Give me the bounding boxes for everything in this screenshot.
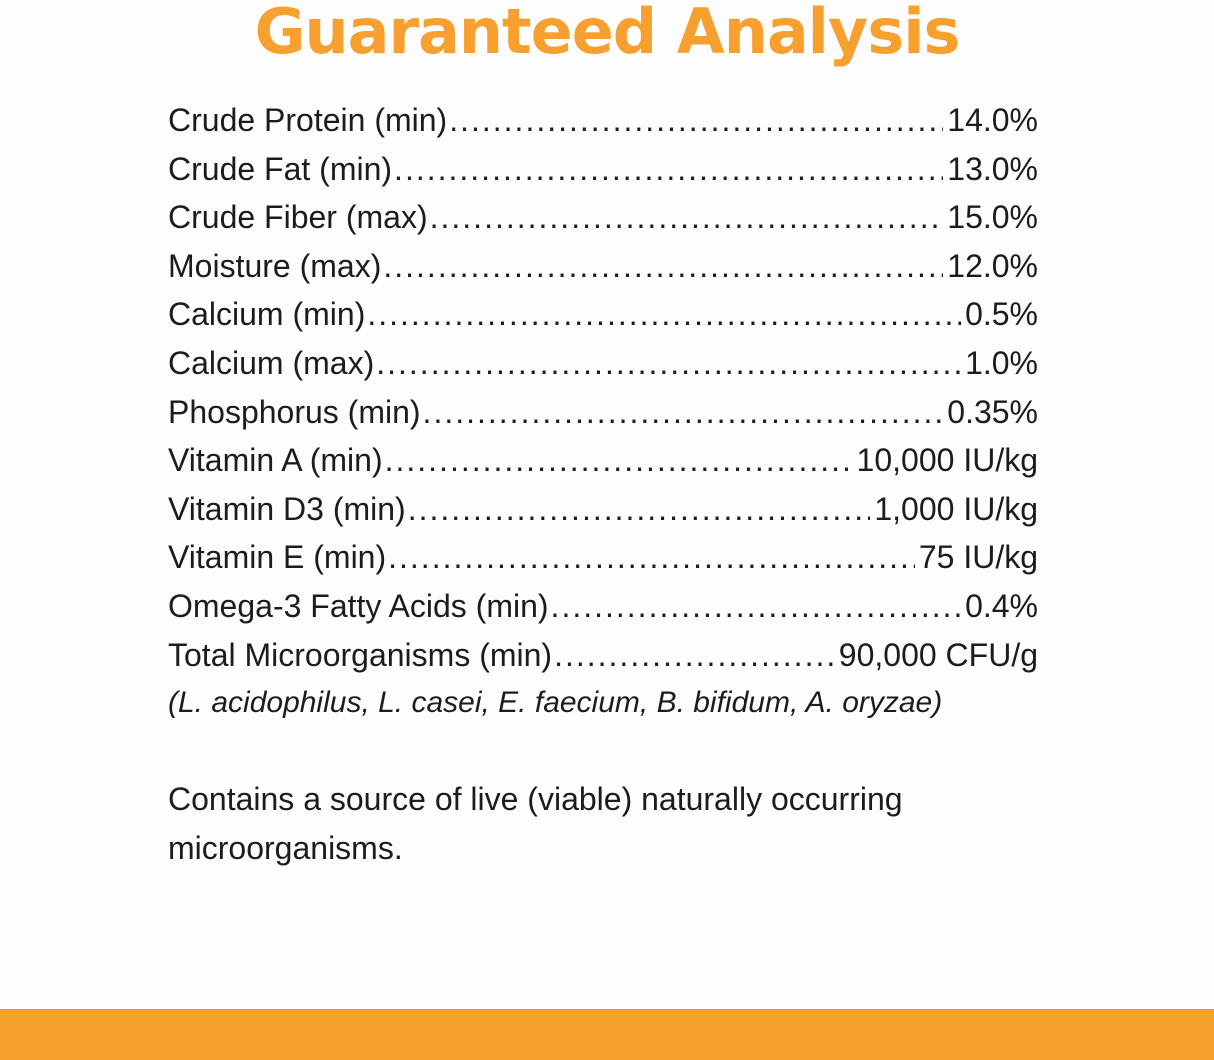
row-label: Phosphorus (min) [168,393,421,430]
analysis-row-crude-fat [168,145,1038,194]
row-label: Crude Protein (min) [168,102,448,138]
dot-leader [430,193,944,242]
row-label: Crude Fat (min) [168,150,393,187]
row-value: 13.0% [947,150,1038,187]
dot-leader [449,96,943,145]
row-value: 90,000 CFU/g [838,636,1038,673]
row-value: 1.0% [965,344,1038,381]
row-label: Calcium (min) [168,296,366,333]
page-title: Guaranteed Analysis [254,0,960,68]
analysis-row-calcium-min [168,290,1038,339]
dot-leader [383,242,943,291]
dot-leader [385,436,853,485]
analysis-row-calcium-max [168,339,1038,388]
row-label: Moisture (max) [168,247,382,284]
analysis-row-crude-protein [168,96,1038,145]
dot-leader [394,145,943,194]
analysis-row-vitamin-e [168,533,1038,582]
row-value: 15.0% [947,199,1038,236]
dot-leader [376,339,961,388]
row-label: Calcium (max) [168,344,375,381]
row-value: 0.5% [965,296,1038,333]
analysis-row-vitamin-d3 [168,485,1038,534]
row-value: 0.4% [965,587,1038,624]
row-label: Crude Fiber (max) [168,199,428,236]
analysis-row-crude-fiber [168,193,1038,242]
guaranteed-analysis-table [168,96,1038,728]
dot-leader [408,485,871,534]
row-label: Vitamin A (min) [168,442,383,479]
species-note: (L. acidophilus, L. casei, E. faecium, B. bifidum, A. oryzae) [168,686,943,720]
row-value: 12.0% [947,247,1038,284]
footer-accent-bar [0,1009,1214,1060]
analysis-row-phosphorus [168,388,1038,437]
row-value: 75 IU/kg [918,539,1038,576]
dot-leader [551,582,962,631]
live-microorganisms-note: Contains a source of live (viable) naturally occurring microorganisms. [168,781,903,866]
row-value: 0.35% [947,393,1038,430]
row-label: Vitamin D3 (min) [168,490,406,527]
dot-leader [423,388,944,437]
dot-leader [554,631,835,680]
row-label: Vitamin E (min) [168,539,387,576]
analysis-row-moisture [168,242,1038,291]
row-value: 10,000 IU/kg [856,442,1038,479]
analysis-row-vitamin-a [168,436,1038,485]
dot-leader [388,533,915,582]
row-label: Total Microorganisms (min) [168,636,553,673]
row-value: 1,000 IU/kg [874,490,1038,527]
dot-leader [367,290,961,339]
row-value: 14.0% [947,102,1038,138]
row-label: Omega-3 Fatty Acids (min) [168,587,549,624]
analysis-row-total-microorganisms [168,631,1038,680]
analysis-row-omega-3 [168,582,1038,631]
